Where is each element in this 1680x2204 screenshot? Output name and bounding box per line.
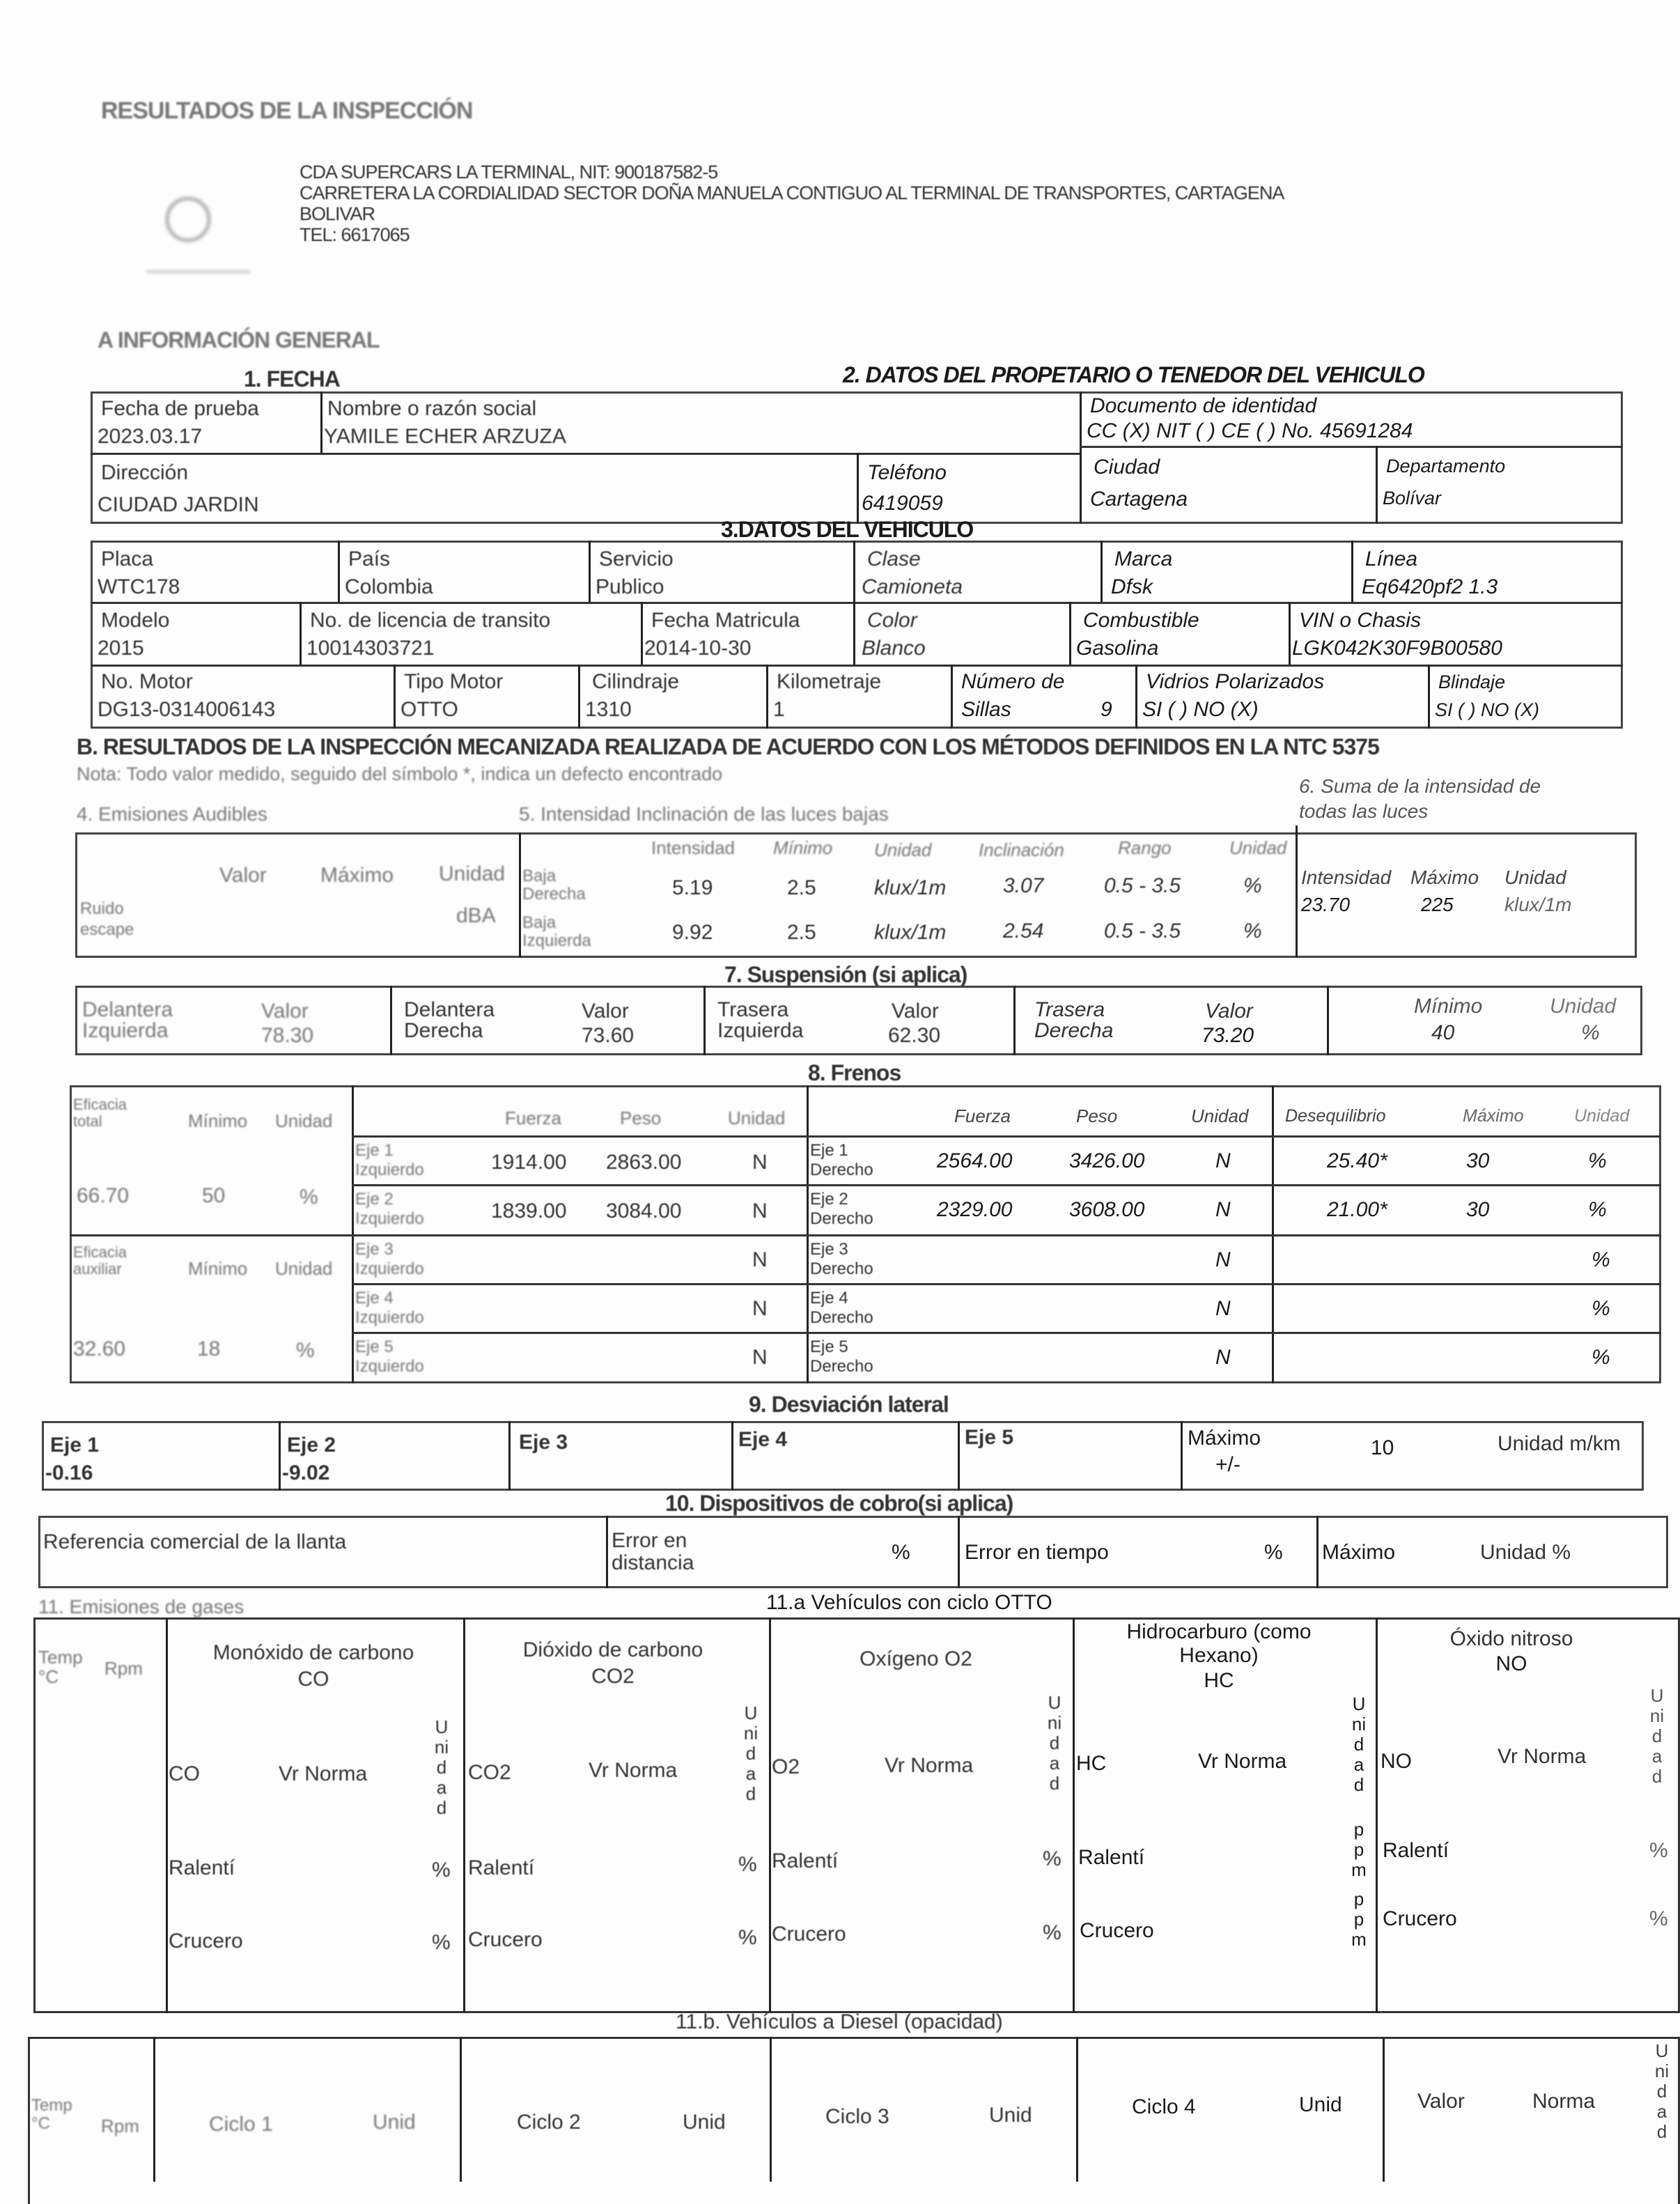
frenos-header-desequilibrio: Desequilibrio: [1285, 1106, 1386, 1126]
suspension-unidad-value: %: [1581, 1021, 1600, 1044]
luces-header-minimo: Mínimo: [773, 837, 833, 858]
owner-section-title: 2. DATOS DEL PROPETARIO O TENEDOR DEL VEHICULO: [843, 362, 1424, 387]
cobro-distancia-label: Error en distancia: [612, 1529, 694, 1574]
co2-ralenti-unit: %: [738, 1853, 757, 1876]
co-crucero-unit: %: [432, 1931, 451, 1954]
suspension-td-value-label: Valor: [1205, 1000, 1253, 1023]
cobro-maximo-label: Máximo: [1322, 1541, 1396, 1564]
frenos-right-row-3-label: Eje 3 Derecho: [810, 1240, 873, 1278]
luces-derecha-intensidad: 5.19: [672, 876, 713, 899]
desviacion-eje2-value: -9.02: [282, 1461, 330, 1484]
eficacia-aux-value: 32.60: [73, 1337, 126, 1360]
suma-intensidad-value: 23.70: [1301, 894, 1351, 915]
frenos-left-header-unidad: Unidad: [728, 1108, 786, 1128]
clase-label: Clase: [867, 548, 921, 571]
no-sub: NO: [1495, 1652, 1527, 1675]
frenos-right-row-3-unidad: N: [1215, 1248, 1231, 1271]
frenos-left-row-3-unidad: N: [752, 1248, 768, 1271]
frenos-left-row-1-fuerza: 1914.00: [491, 1151, 567, 1174]
frenos-left-header-peso: Peso: [620, 1108, 662, 1128]
ciudad-value: Cartagena: [1090, 488, 1188, 511]
luces-header-inclinacion: Inclinación: [979, 839, 1064, 860]
cobro-tiempo-label: Error en tiempo: [965, 1541, 1109, 1564]
suspension-unidad-label: Unidad: [1550, 995, 1617, 1018]
report-title: RESULTADOS DE LA INSPECCIÓN: [101, 98, 473, 124]
suma-maximo-value: 225: [1421, 894, 1454, 915]
eficacia-total-minimo-label: Mínimo: [188, 1110, 248, 1131]
o2-vr-norma: Vr Norma: [885, 1754, 974, 1777]
frenos-right-row-2-fuerza: 2329.00: [937, 1198, 1013, 1221]
suma-header-unidad: Unidad: [1504, 867, 1566, 888]
luces-header-intensidad: Intensidad: [651, 837, 735, 858]
luces-header-unidad2: Unidad: [1229, 837, 1287, 858]
hc-vr-norma: Vr Norma: [1198, 1750, 1287, 1773]
frenos-left-row-2-unidad: N: [752, 1200, 768, 1223]
frenos-left-row-3-label: Eje 3 Izquierdo: [355, 1240, 424, 1278]
cobro-distancia-unit: %: [892, 1541, 910, 1564]
fecha-prueba-label: Fecha de prueba: [101, 397, 259, 420]
suma-header-maximo: Máximo: [1410, 867, 1479, 888]
frenos-right-row-1-fuerza: 2564.00: [937, 1149, 1013, 1172]
eficacia-total-minimo: 50: [202, 1184, 226, 1207]
frenos-right-header-peso: Peso: [1076, 1105, 1118, 1126]
eficacia-aux-minimo-label: Mínimo: [188, 1258, 248, 1279]
co2-title: Dióxido de carbono: [522, 1638, 703, 1661]
eficacia-total-unidad-label: Unidad: [275, 1110, 333, 1131]
desviacion-eje4-label: Eje 4: [738, 1428, 788, 1451]
no-ralenti: Ralentí: [1383, 1839, 1449, 1862]
co-short: CO: [169, 1762, 200, 1785]
desviacion-maximo-value: 10: [1371, 1436, 1394, 1459]
diesel-rpm-label: Rpm: [101, 2116, 139, 2136]
co2-short: CO2: [468, 1761, 511, 1784]
frenos-right-row-4-label: Eje 4 Derecho: [810, 1289, 873, 1327]
motor-value: DG13-0314006143: [98, 698, 276, 721]
frenos-right-row-2-unit: %: [1588, 1198, 1607, 1221]
o2-unidad-vertical: Unidad: [1047, 1692, 1062, 1794]
cilindraje-value: 1310: [585, 698, 632, 721]
no-crucero-unit: %: [1649, 1907, 1668, 1930]
audibles-header-maximo: Máximo: [320, 864, 394, 887]
desviacion-unidad: Unidad m/km: [1498, 1432, 1621, 1455]
co2-crucero: Crucero: [468, 1928, 543, 1951]
eficacia-aux-unidad-label: Unidad: [275, 1258, 333, 1279]
frenos-right-row-1-desequilibrio: 25.40*: [1327, 1149, 1387, 1172]
company-info: [300, 162, 1284, 245]
clase-value: Camioneta: [862, 575, 963, 598]
licencia-label: No. de licencia de transito: [310, 609, 551, 632]
audibles-header-unidad: Unidad: [439, 862, 506, 885]
no-short: NO: [1380, 1750, 1412, 1773]
color-label: Color: [867, 609, 917, 632]
diesel-ciclo-2-unid: Unid: [683, 2111, 726, 2134]
vin-value: LGK042K30F9B00580: [1292, 637, 1502, 660]
placa-value: WTC178: [98, 575, 180, 598]
no-title: Óxido nitroso: [1449, 1627, 1573, 1650]
ciudad-label: Ciudad: [1094, 456, 1160, 479]
o2-short: O2: [772, 1755, 800, 1778]
frenos-right-row-1-label: Eje 1 Derecho: [810, 1141, 873, 1179]
blindaje-value: SI ( ) NO (X): [1435, 699, 1539, 720]
company-state: BOLIVAR: [300, 203, 375, 224]
frenos-right-row-2-maximo: 30: [1466, 1198, 1490, 1221]
co2-ralenti: Ralentí: [468, 1856, 535, 1879]
frenos-left-row-1-unidad: N: [752, 1151, 768, 1174]
luces-header-rango: Rango: [1118, 837, 1172, 858]
frenos-right-row-1-unidad: N: [1215, 1149, 1231, 1172]
audibles-header-valor: Valor: [219, 864, 267, 887]
hc-title: Hidrocarburo (como Hexano): [1126, 1620, 1312, 1667]
hc-sub: HC: [1204, 1669, 1234, 1692]
luces-row-label-derecha: Baja Derecha: [522, 867, 586, 903]
desviacion-eje1-value: -0.16: [45, 1461, 93, 1484]
frenos-left-row-1-peso: 2863.00: [606, 1151, 682, 1174]
frenos-left-row-5-unidad: N: [752, 1346, 768, 1369]
sillas-label-2: Sillas: [961, 698, 1011, 721]
direccion-label: Dirección: [101, 461, 189, 484]
co2-vr-norma: Vr Norma: [589, 1759, 678, 1782]
cobro-unidad-label: Unidad %: [1480, 1541, 1571, 1564]
diesel-valor-label: Valor: [1417, 2090, 1465, 2113]
diesel-title: 11.b. Vehículos a Diesel (opacidad): [676, 2010, 1003, 2033]
frenos-right-row-3-unit: %: [1592, 1248, 1610, 1271]
departamento-label: Departamento: [1386, 456, 1506, 476]
frenos-right-row-5-label: Eje 5 Derecho: [810, 1337, 873, 1376]
modelo-value: 2015: [98, 637, 144, 660]
pais-label: País: [348, 548, 391, 571]
co-sub: CO: [297, 1668, 329, 1691]
luces-header-unidad: Unidad: [874, 839, 932, 860]
frenos-right-row-1-unit: %: [1588, 1149, 1607, 1172]
otto-title: 11.a Vehículos con ciclo OTTO: [766, 1591, 1052, 1614]
co-unidad-vertical: Unidad: [434, 1716, 449, 1818]
frenos-left-row-1-label: Eje 1 Izquierdo: [355, 1141, 424, 1179]
co-vr-norma: Vr Norma: [279, 1762, 368, 1785]
suspension-dd-value: 73.60: [582, 1024, 635, 1047]
hc-crucero: Crucero: [1080, 1919, 1154, 1942]
co2-crucero-unit: %: [738, 1926, 757, 1949]
suma-luces-title-1: 6. Suma de la intensidad de: [1299, 775, 1541, 797]
eficacia-total-unit: %: [300, 1186, 318, 1209]
section-b-note: Nota: Todo valor medido, seguido del símbolo *, indica un defecto encontrado: [77, 763, 723, 784]
frenos-left-row-2-peso: 3084.00: [606, 1200, 682, 1223]
frenos-right-row-2-desequilibrio: 21.00*: [1327, 1198, 1387, 1221]
servicio-label: Servicio: [599, 548, 674, 571]
no-unidad-vertical: Unidad: [1649, 1685, 1665, 1787]
cobro-title: 10. Dispositivos de cobro(si aplica): [665, 1491, 1013, 1516]
departamento-value: Bolívar: [1383, 488, 1442, 509]
suspension-td-value: 73.20: [1201, 1024, 1254, 1047]
suma-luces-title-2: todas las luces: [1299, 800, 1429, 822]
frenos-right-row-1-maximo: 30: [1466, 1149, 1490, 1172]
eficacia-total-value: 66.70: [77, 1184, 130, 1207]
suma-header-intensidad: Intensidad: [1301, 867, 1392, 888]
co-ralenti: Ralentí: [169, 1856, 235, 1879]
licencia-value: 10014303721: [306, 637, 435, 660]
o2-ralenti-unit: %: [1043, 1847, 1061, 1870]
luces-title: 5. Intensidad Inclinación de las luces bajas: [519, 803, 889, 825]
no-crucero: Crucero: [1383, 1907, 1457, 1930]
frenos-title: 8. Frenos: [808, 1060, 901, 1085]
suspension-title: 7. Suspensión (si aplica): [724, 962, 967, 987]
suspension-dd-label: Delantera Derecha: [404, 998, 495, 1042]
luces-izquierda-unidad: klux/1m: [874, 921, 947, 944]
suspension-dd-value-label: Valor: [582, 1000, 629, 1023]
frenos-right-header-unidad: Unidad: [1191, 1105, 1249, 1126]
tipo-motor-value: OTTO: [400, 698, 458, 721]
blindaje-label: Blindaje: [1438, 672, 1506, 692]
motor-label: No. Motor: [101, 670, 193, 693]
frenos-left-row-4-label: Eje 4 Izquierdo: [355, 1289, 424, 1327]
suspension-ti-label: Trasera Izquierda: [717, 998, 804, 1042]
telefono-label: Teléfono: [867, 461, 947, 484]
o2-crucero: Crucero: [772, 1923, 846, 1946]
placa-label: Placa: [101, 548, 154, 571]
diesel-unidad-vertical: Unidad: [1654, 2040, 1670, 2142]
frenos-right-header-fuerza: Fuerza: [954, 1105, 1011, 1126]
desviacion-eje5-label: Eje 5: [965, 1426, 1014, 1449]
company-phone: TEL: 6617065: [300, 224, 410, 245]
diesel-norma-label: Norma: [1532, 2090, 1596, 2113]
company-address: CARRETERA LA CORDIALIDAD SECTOR DOÑA MANUELA CONTIGUO AL TERMINAL DE TRANSPORTES, CARTAGENA: [300, 183, 1284, 203]
diesel-ciclo-1-unid: Unid: [373, 2111, 416, 2134]
diesel-ciclo-3: Ciclo 3: [825, 2105, 889, 2128]
luces-derecha-unidad: klux/1m: [874, 876, 947, 899]
eficacia-aux-label: Eficacia auxiliar: [73, 1243, 127, 1278]
frenos-right-row-5-unidad: N: [1215, 1346, 1231, 1369]
suspension-ti-value-label: Valor: [892, 1000, 939, 1023]
combustible-value: Gasolina: [1076, 637, 1159, 660]
fecha-matricula-label: Fecha Matricula: [651, 609, 800, 632]
diesel-ciclo-3-unid: Unid: [989, 2104, 1032, 2127]
fecha-matricula-value: 2014-10-30: [644, 637, 752, 660]
desviacion-title: 9. Desviación lateral: [749, 1392, 949, 1417]
kilometraje-label: Kilometraje: [777, 670, 882, 693]
vin-label: VIN o Chasis: [1299, 609, 1422, 632]
eficacia-aux-unit: %: [296, 1339, 315, 1362]
direccion-value: CIUDAD JARDIN: [98, 493, 259, 516]
audibles-row-label: Ruido escape: [80, 899, 134, 939]
frenos-right-row-5-unit: %: [1592, 1346, 1610, 1369]
frenos-left-row-2-fuerza: 1839.00: [491, 1200, 567, 1223]
co2-sub: CO2: [591, 1665, 635, 1688]
sillas-value: 9: [1100, 698, 1112, 721]
frenos-right-row-4-unidad: N: [1215, 1297, 1231, 1320]
linea-value: Eq6420pf2 1.3: [1362, 575, 1498, 598]
company-name: CDA SUPERCARS LA TERMINAL, NIT: 900187582-5: [300, 162, 718, 183]
desviacion-eje3-label: Eje 3: [519, 1431, 568, 1454]
servicio-value: Publico: [596, 575, 664, 598]
section-b-title: B. RESULTADOS DE LA INSPECCIÓN MECANIZADA REALIZADA DE ACUERDO CON LOS MÉTODOS DEFINIDOS EN LA NTC 5375: [77, 734, 1379, 759]
linea-label: Línea: [1365, 548, 1418, 571]
telefono-value: 6419059: [862, 492, 943, 515]
luces-derecha-unidad2: %: [1243, 874, 1262, 897]
diesel-ciclo-2: Ciclo 2: [517, 2111, 581, 2134]
luces-derecha-rango: 0.5 - 3.5: [1104, 874, 1181, 897]
desviacion-eje1-label: Eje 1: [50, 1434, 100, 1457]
cobro-tiempo-unit: %: [1264, 1541, 1283, 1564]
marca-value: Dfsk: [1111, 575, 1153, 598]
nombre-label: Nombre o razón social: [327, 397, 537, 420]
co-title: Monóxido de carbono: [212, 1641, 414, 1664]
emisiones-audibles-title: 4. Emisiones Audibles: [77, 803, 267, 825]
luces-izquierda-inclinacion: 2.54: [1003, 919, 1044, 942]
fecha-prueba-value: 2023.03.17: [98, 425, 203, 448]
frenos-header-unidad: Unidad: [1574, 1106, 1630, 1126]
vidrios-value: SI ( ) NO (X): [1142, 698, 1259, 721]
frenos-header-maximo: Máximo: [1463, 1106, 1524, 1126]
o2-crucero-unit: %: [1043, 1921, 1061, 1944]
desviacion-maximo-sub: +/-: [1215, 1453, 1240, 1476]
fecha-section-title: 1. FECHA: [244, 366, 340, 391]
no-ralenti-unit: %: [1649, 1839, 1668, 1862]
frenos-right-row-2-peso: 3608.00: [1069, 1198, 1145, 1221]
luces-izquierda-minimo: 2.5: [787, 921, 816, 944]
hc-ralenti: Ralentí: [1078, 1846, 1145, 1869]
sillas-label-1: Número de: [961, 670, 1065, 693]
eficacia-total-label: Eficacia total: [73, 1096, 127, 1130]
suma-unidad-value: klux/1m: [1504, 894, 1572, 915]
frenos-right-row-2-unidad: N: [1215, 1198, 1231, 1221]
o2-ralenti: Ralentí: [772, 1849, 839, 1872]
desviacion-eje2-label: Eje 2: [287, 1434, 336, 1457]
gases-title: 11. Emisiones de gases: [38, 1596, 244, 1617]
frenos-left-row-2-label: Eje 2 Izquierdo: [355, 1190, 424, 1228]
company-logo-icon: [146, 181, 258, 279]
suspension-minimo-value: 40: [1431, 1021, 1455, 1044]
hc-short: HC: [1076, 1752, 1107, 1775]
frenos-right-row-1-peso: 3426.00: [1069, 1149, 1145, 1172]
no-vr-norma: Vr Norma: [1498, 1745, 1587, 1768]
vehicle-section-title: 3.DATOS DEL VEHICULO: [721, 517, 974, 542]
luces-izquierda-rango: 0.5 - 3.5: [1104, 919, 1181, 942]
audibles-unit: dBA: [456, 904, 496, 927]
luces-derecha-minimo: 2.5: [787, 876, 816, 899]
cobro-referencia-label: Referencia comercial de la llanta: [43, 1530, 347, 1553]
desviacion-maximo-label: Máximo: [1188, 1427, 1261, 1450]
suspension-di-value-label: Valor: [261, 1000, 309, 1023]
diesel-ciclo-4: Ciclo 4: [1132, 2095, 1196, 2118]
documento-label: Documento de identidad: [1090, 394, 1317, 417]
co2-unidad-vertical: Unidad: [743, 1702, 759, 1804]
suspension-di-label: Delantera Izquierda: [82, 998, 173, 1042]
kilometraje-value: 1: [773, 698, 785, 721]
otto-rpm-label: Rpm: [104, 1658, 143, 1679]
hc-unidad-vertical: Unidad: [1351, 1693, 1367, 1795]
luces-izquierda-intensidad: 9.92: [672, 921, 713, 944]
suspension-td-label: Trasera Derecha: [1034, 998, 1114, 1042]
frenos-right-row-4-unit: %: [1592, 1297, 1610, 1320]
frenos-left-row-4-unidad: N: [752, 1297, 768, 1320]
otto-temp-label: Temp °C: [38, 1647, 83, 1687]
documento-value: CC (X) NIT ( ) CE ( ) No. 45691284: [1087, 419, 1413, 442]
suspension-di-value: 78.30: [261, 1024, 314, 1047]
luces-derecha-inclinacion: 3.07: [1003, 874, 1044, 897]
frenos-left-header-fuerza: Fuerza: [505, 1108, 561, 1128]
cilindraje-label: Cilindraje: [592, 670, 680, 693]
nombre-value: YAMILE ECHER ARZUZA: [324, 425, 566, 448]
modelo-label: Modelo: [101, 609, 170, 632]
tipo-motor-label: Tipo Motor: [404, 670, 504, 693]
frenos-left-row-5-label: Eje 5 Izquierdo: [355, 1337, 424, 1376]
luces-table: [75, 832, 1637, 958]
pais-value: Colombia: [345, 575, 433, 598]
suspension-ti-value: 62.30: [888, 1024, 941, 1047]
section-a-title: A INFORMACIÓN GENERAL: [98, 327, 380, 352]
o2-title: Oxígeno O2: [860, 1647, 972, 1670]
co-ralenti-unit: %: [432, 1858, 451, 1881]
frenos-right-row-2-label: Eje 2 Derecho: [810, 1190, 873, 1228]
co-crucero: Crucero: [169, 1930, 243, 1953]
color-value: Blanco: [862, 637, 926, 660]
diesel-temp-label: Temp °C: [31, 2096, 72, 2133]
suspension-minimo-label: Mínimo: [1414, 995, 1483, 1018]
diesel-ciclo-1: Ciclo 1: [209, 2113, 273, 2136]
marca-label: Marca: [1114, 548, 1173, 571]
diesel-ciclo-4-unid: Unid: [1299, 2093, 1342, 2116]
combustible-label: Combustible: [1083, 609, 1199, 632]
luces-izquierda-unidad2: %: [1243, 919, 1262, 942]
luces-row-label-izquierda: Baja Izquierda: [522, 913, 591, 950]
hc-crucero-unit: ppm: [1351, 1888, 1367, 1950]
vidrios-label: Vidrios Polarizados: [1146, 670, 1325, 693]
hc-ralenti-unit: ppm: [1351, 1819, 1367, 1880]
eficacia-aux-minimo: 18: [197, 1337, 221, 1360]
